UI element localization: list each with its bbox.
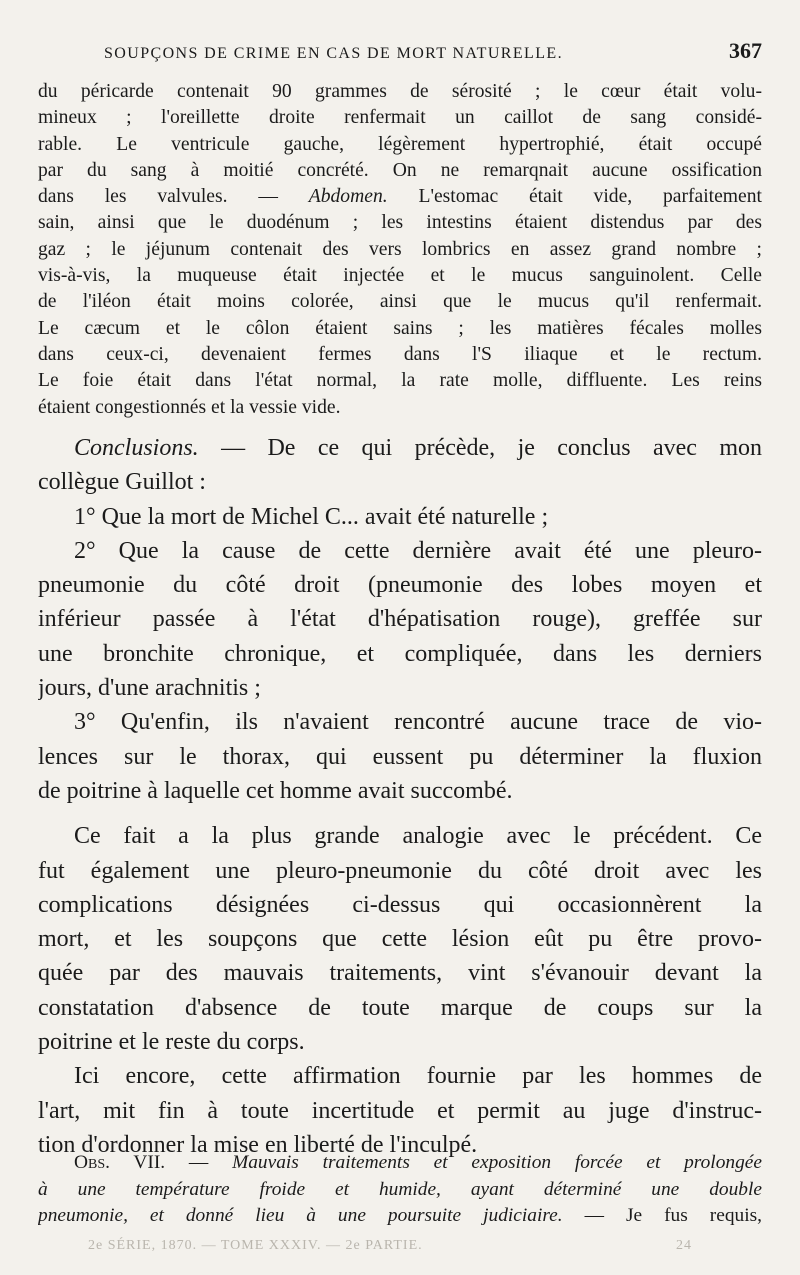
conclusions-line [38,431,762,465]
autopsy-paragraph [38,79,762,421]
text-line: par du sang à moitié concrété. On ne remarqnait aucune ossification [38,159,762,181]
text-line: rable. Le ventricule gauche, légèrement hypertrophié, était occupé [38,133,762,155]
text-line: collègue Guillot : [38,469,206,496]
text-line: Le foie était dans l'état normal, la rate molle, diffluente. Les reins [38,370,762,392]
text-line: poitrine et le reste du corps. [38,1029,305,1056]
text-line: l'art, mit fin à toute incertitude et permit au juge d'instruc- [38,1097,762,1124]
abdomen-label: Abdomen. [308,186,388,208]
observation-label: Obs. VII. [74,1152,166,1173]
text-line: pneumonie du côté droit (pneumonie des lobes moyen et [38,572,762,599]
text-segment: — De ce qui précède, je conclus avec mon [198,435,762,461]
conclusions-label: Conclusions. [74,435,199,461]
text-line: gaz ; le jéjunum contenait des vers lombrics en assez grand nombre ; [38,238,762,260]
observation-title: pneumonie, et donné lieu à une poursuite judiciaire. [38,1205,563,1226]
observation-title: à une température froide et humide, ayant déterminé une double [38,1178,762,1200]
text-line [38,1203,762,1230]
text-line: une bronchite chronique, et compliquée, dans les derniers [38,640,762,667]
text-line: fut également une pleuro-pneumonie du côté droit avec les [38,857,762,884]
text-line: Ici encore, cette affirmation fournie par les hommes de [74,1063,762,1090]
text-segment: — Je fus requis, [562,1205,762,1226]
footer-left: 2e SÉRIE, 1870. — TOME XXXIV. — 2e PARTIE. [88,1238,423,1253]
text-line: de poitrine à laquelle cet homme avait succombé. [38,777,513,804]
running-head [38,38,762,64]
text-line [38,1177,762,1204]
main-text [38,431,762,1162]
text-line: Le cæcum et le côlon étaient sains ; les matières fécales molles [38,317,762,339]
conclusion-item-3: 3° Qu'enfin, ils n'avaient rencontré aucune trace de vio- [74,709,762,736]
text-line: Ce fait a la plus grande analogie avec le précédent. Ce [74,823,762,850]
text-segment: dans les valvules. — [38,186,309,208]
text-line: de l'iléon était moins colorée, ainsi que le mucus qu'il renfermait. [38,291,762,313]
observation-heading [38,1150,762,1230]
text-line: sain, ainsi que le duodénum ; les intestins étaient distendus par des [38,212,762,234]
text-line: du péricarde contenait 90 grammes de sérosité ; le cœur était volu- [38,81,762,102]
text-line [38,1150,762,1177]
text-line: étaient congestionnés et la vessie vide. [38,396,341,418]
text-line: jours, d'une arachnitis ; [38,675,261,702]
text-line: tion d'ordonner la mise en liberté de l'inculpé. [38,1131,478,1158]
observation-title: Mauvais traitements et exposition forcée et prolongée [232,1152,762,1173]
text-line: vis-à-vis, la muqueuse était injectée et le mucus sanguinolent. Celle [38,265,762,287]
text-line: dans ceux-ci, devenaient fermes dans l'S iliaque et le rectum. [38,343,762,365]
bleed-through-footer [38,1238,762,1254]
text-line: constatation d'absence de toute marque de coups sur la [38,994,762,1021]
text-line: lences sur le thorax, qui eussent pu déterminer la fluxion [38,743,762,770]
text-segment: L'estomac était vide, parfaitement [387,186,762,208]
text-line [38,184,762,210]
text-line: complications désignées ci-dessus qui occasionnèrent la [38,891,762,918]
text-segment: — [165,1152,233,1173]
conclusion-item-1: 1° Que la mort de Michel C... avait été naturelle ; [74,503,549,530]
page-number: 367 [729,38,762,63]
text-line: mineux ; l'oreillette droite renfermait un caillot de sang considé- [38,107,762,129]
text-line: inférieur passée à l'état d'hépatisation rouge), greffée sur [38,606,762,633]
conclusion-item-2: 2° Que la cause de cette dernière avait été une pleuro- [74,537,762,564]
running-title: SOUPÇONS DE CRIME EN CAS DE MORT NATURELLE. [104,45,563,62]
text-line: mort, et les soupçons que cette lésion eût pu être provo- [38,926,762,953]
footer-right: 24 [676,1238,692,1253]
text-line: quée par des mauvais traitements, vint s'évanouir devant la [38,960,762,987]
